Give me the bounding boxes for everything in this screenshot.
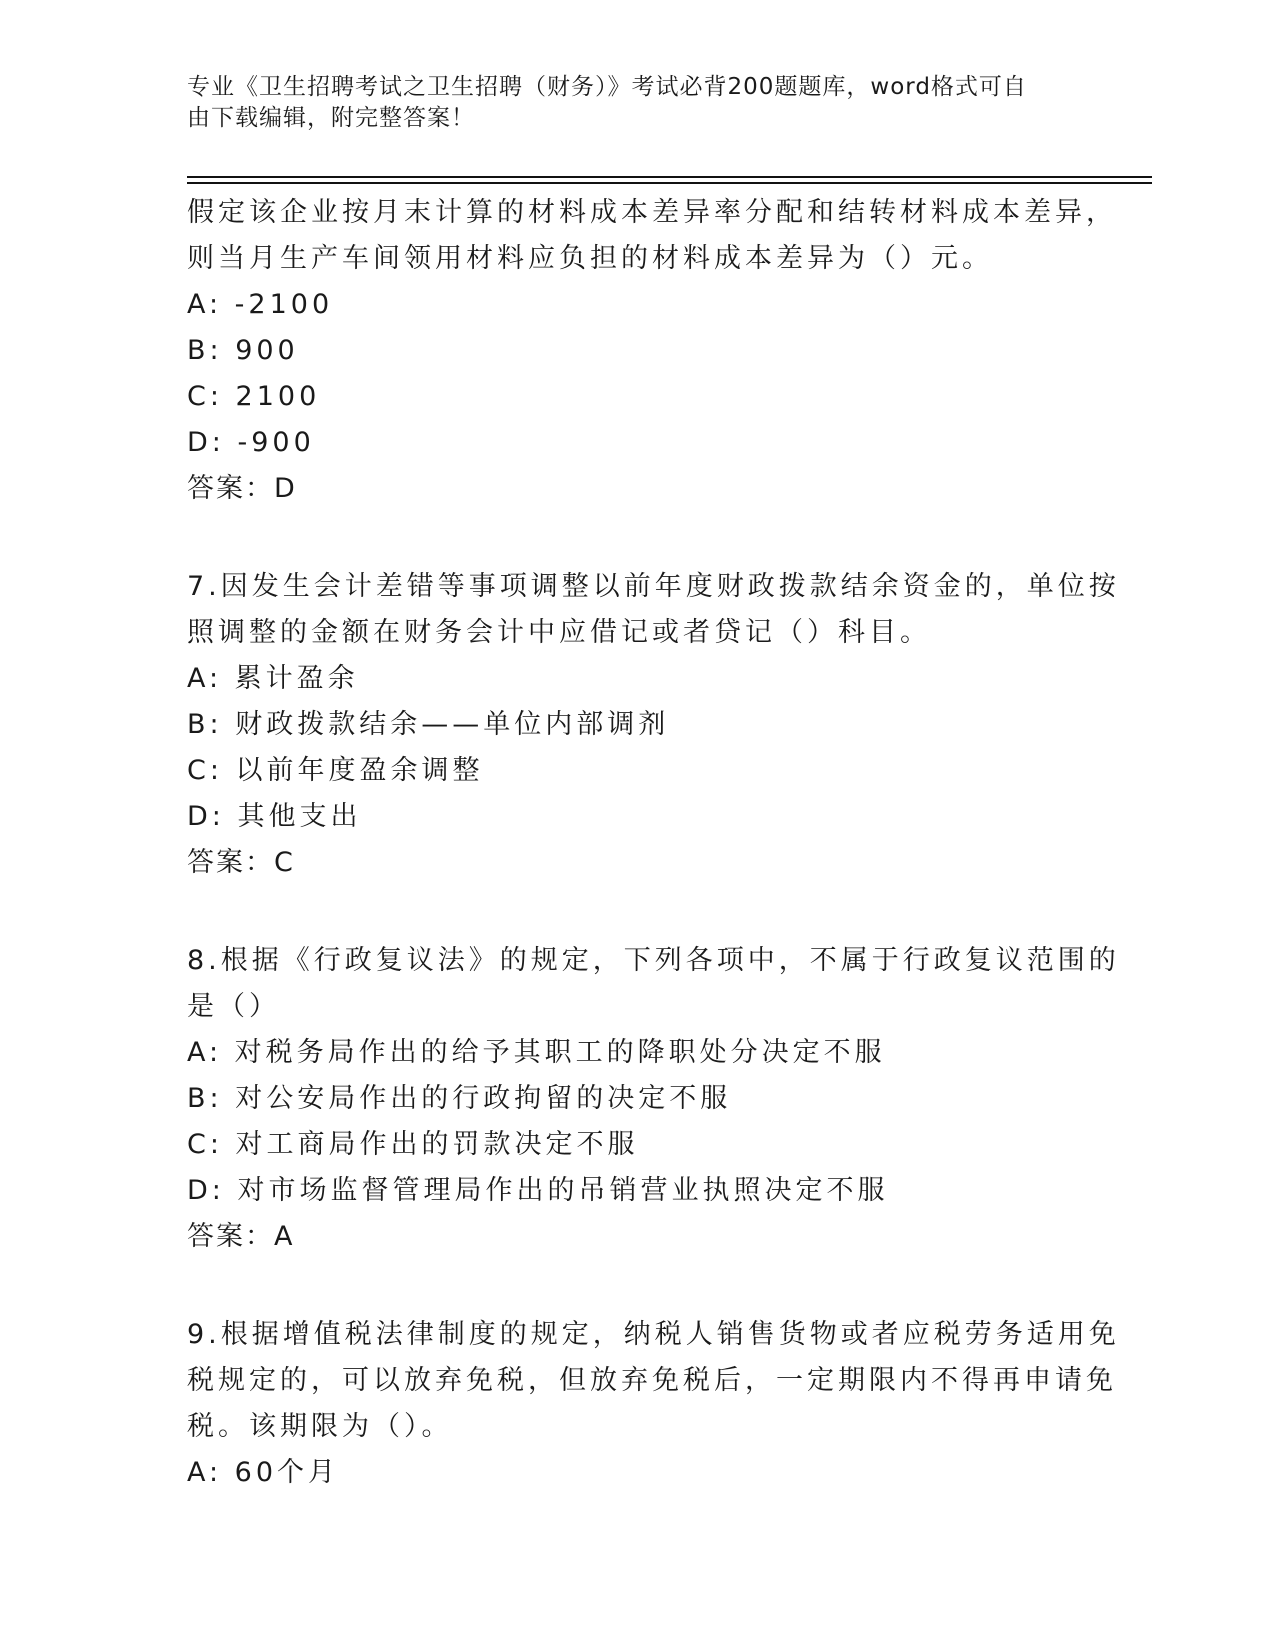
option-d: D: -900	[187, 427, 315, 458]
option-d: D: 其他支出	[187, 801, 362, 832]
option-c: C: 2100	[187, 381, 321, 412]
option-b: B: 财政拨款结余——单位内部调剂	[187, 709, 670, 740]
question-stem-line: 9.根据增值税法律制度的规定，纳税人销售货物或者应税劳务适用免	[187, 1319, 1120, 1350]
option-a: A: -2100	[187, 289, 334, 320]
question-spacer	[187, 886, 1067, 938]
header-divider-bottom	[187, 182, 1152, 184]
option-a: A: 60个月	[187, 1457, 340, 1488]
header-line-2: 由下载编辑，附完整答案！	[187, 105, 475, 131]
question-stem-line: 8.根据《行政复议法》的规定，下列各项中，不属于行政复议范围的	[187, 945, 1120, 976]
question-stem-line: 照调整的金额在财务会计中应借记或者贷记（）科目。	[187, 617, 931, 648]
header-divider-top	[187, 176, 1152, 178]
question-stem-line: 税。该期限为（）。	[187, 1411, 453, 1442]
header-line-1: 专业《卫生招聘考试之卫生招聘（财务）》考试必背200题题库，word格式可自	[187, 74, 1027, 100]
option-b: B: 对公安局作出的行政拘留的决定不服	[187, 1083, 732, 1114]
option-c: C: 以前年度盈余调整	[187, 755, 484, 786]
question-stem-line: 税规定的，可以放弃免税，但放弃免税后，一定期限内不得再申请免	[187, 1365, 1117, 1396]
question-6	[187, 190, 1117, 512]
option-b: B: 900	[187, 335, 299, 366]
option-c: C: 对工商局作出的罚款决定不服	[187, 1129, 639, 1160]
answer-line: 答案：D	[187, 473, 297, 504]
question-8	[187, 938, 1120, 1260]
question-stem-line: 假定该企业按月末计算的材料成本差异率分配和结转材料成本差异，	[187, 197, 1117, 228]
answer-line: 答案：A	[187, 1221, 295, 1252]
answer-line: 答案：C	[187, 847, 295, 878]
option-a: A: 对税务局作出的给予其职工的降职处分决定不服	[187, 1037, 886, 1068]
option-d: D: 对市场监督管理局作出的吊销营业执照决定不服	[187, 1175, 889, 1206]
document-header	[187, 72, 1067, 134]
question-spacer	[187, 1260, 1067, 1312]
question-list	[187, 190, 1120, 1496]
question-stem-line: 是（）	[187, 991, 280, 1022]
question-7	[187, 564, 1120, 886]
question-9	[187, 1312, 1120, 1496]
question-stem-line: 7.因发生会计差错等事项调整以前年度财政拨款结余资金的，单位按	[187, 571, 1120, 602]
question-stem-line: 则当月生产车间领用材料应负担的材料成本差异为（）元。	[187, 243, 993, 274]
option-a: A: 累计盈余	[187, 663, 359, 694]
question-spacer	[187, 512, 1067, 564]
